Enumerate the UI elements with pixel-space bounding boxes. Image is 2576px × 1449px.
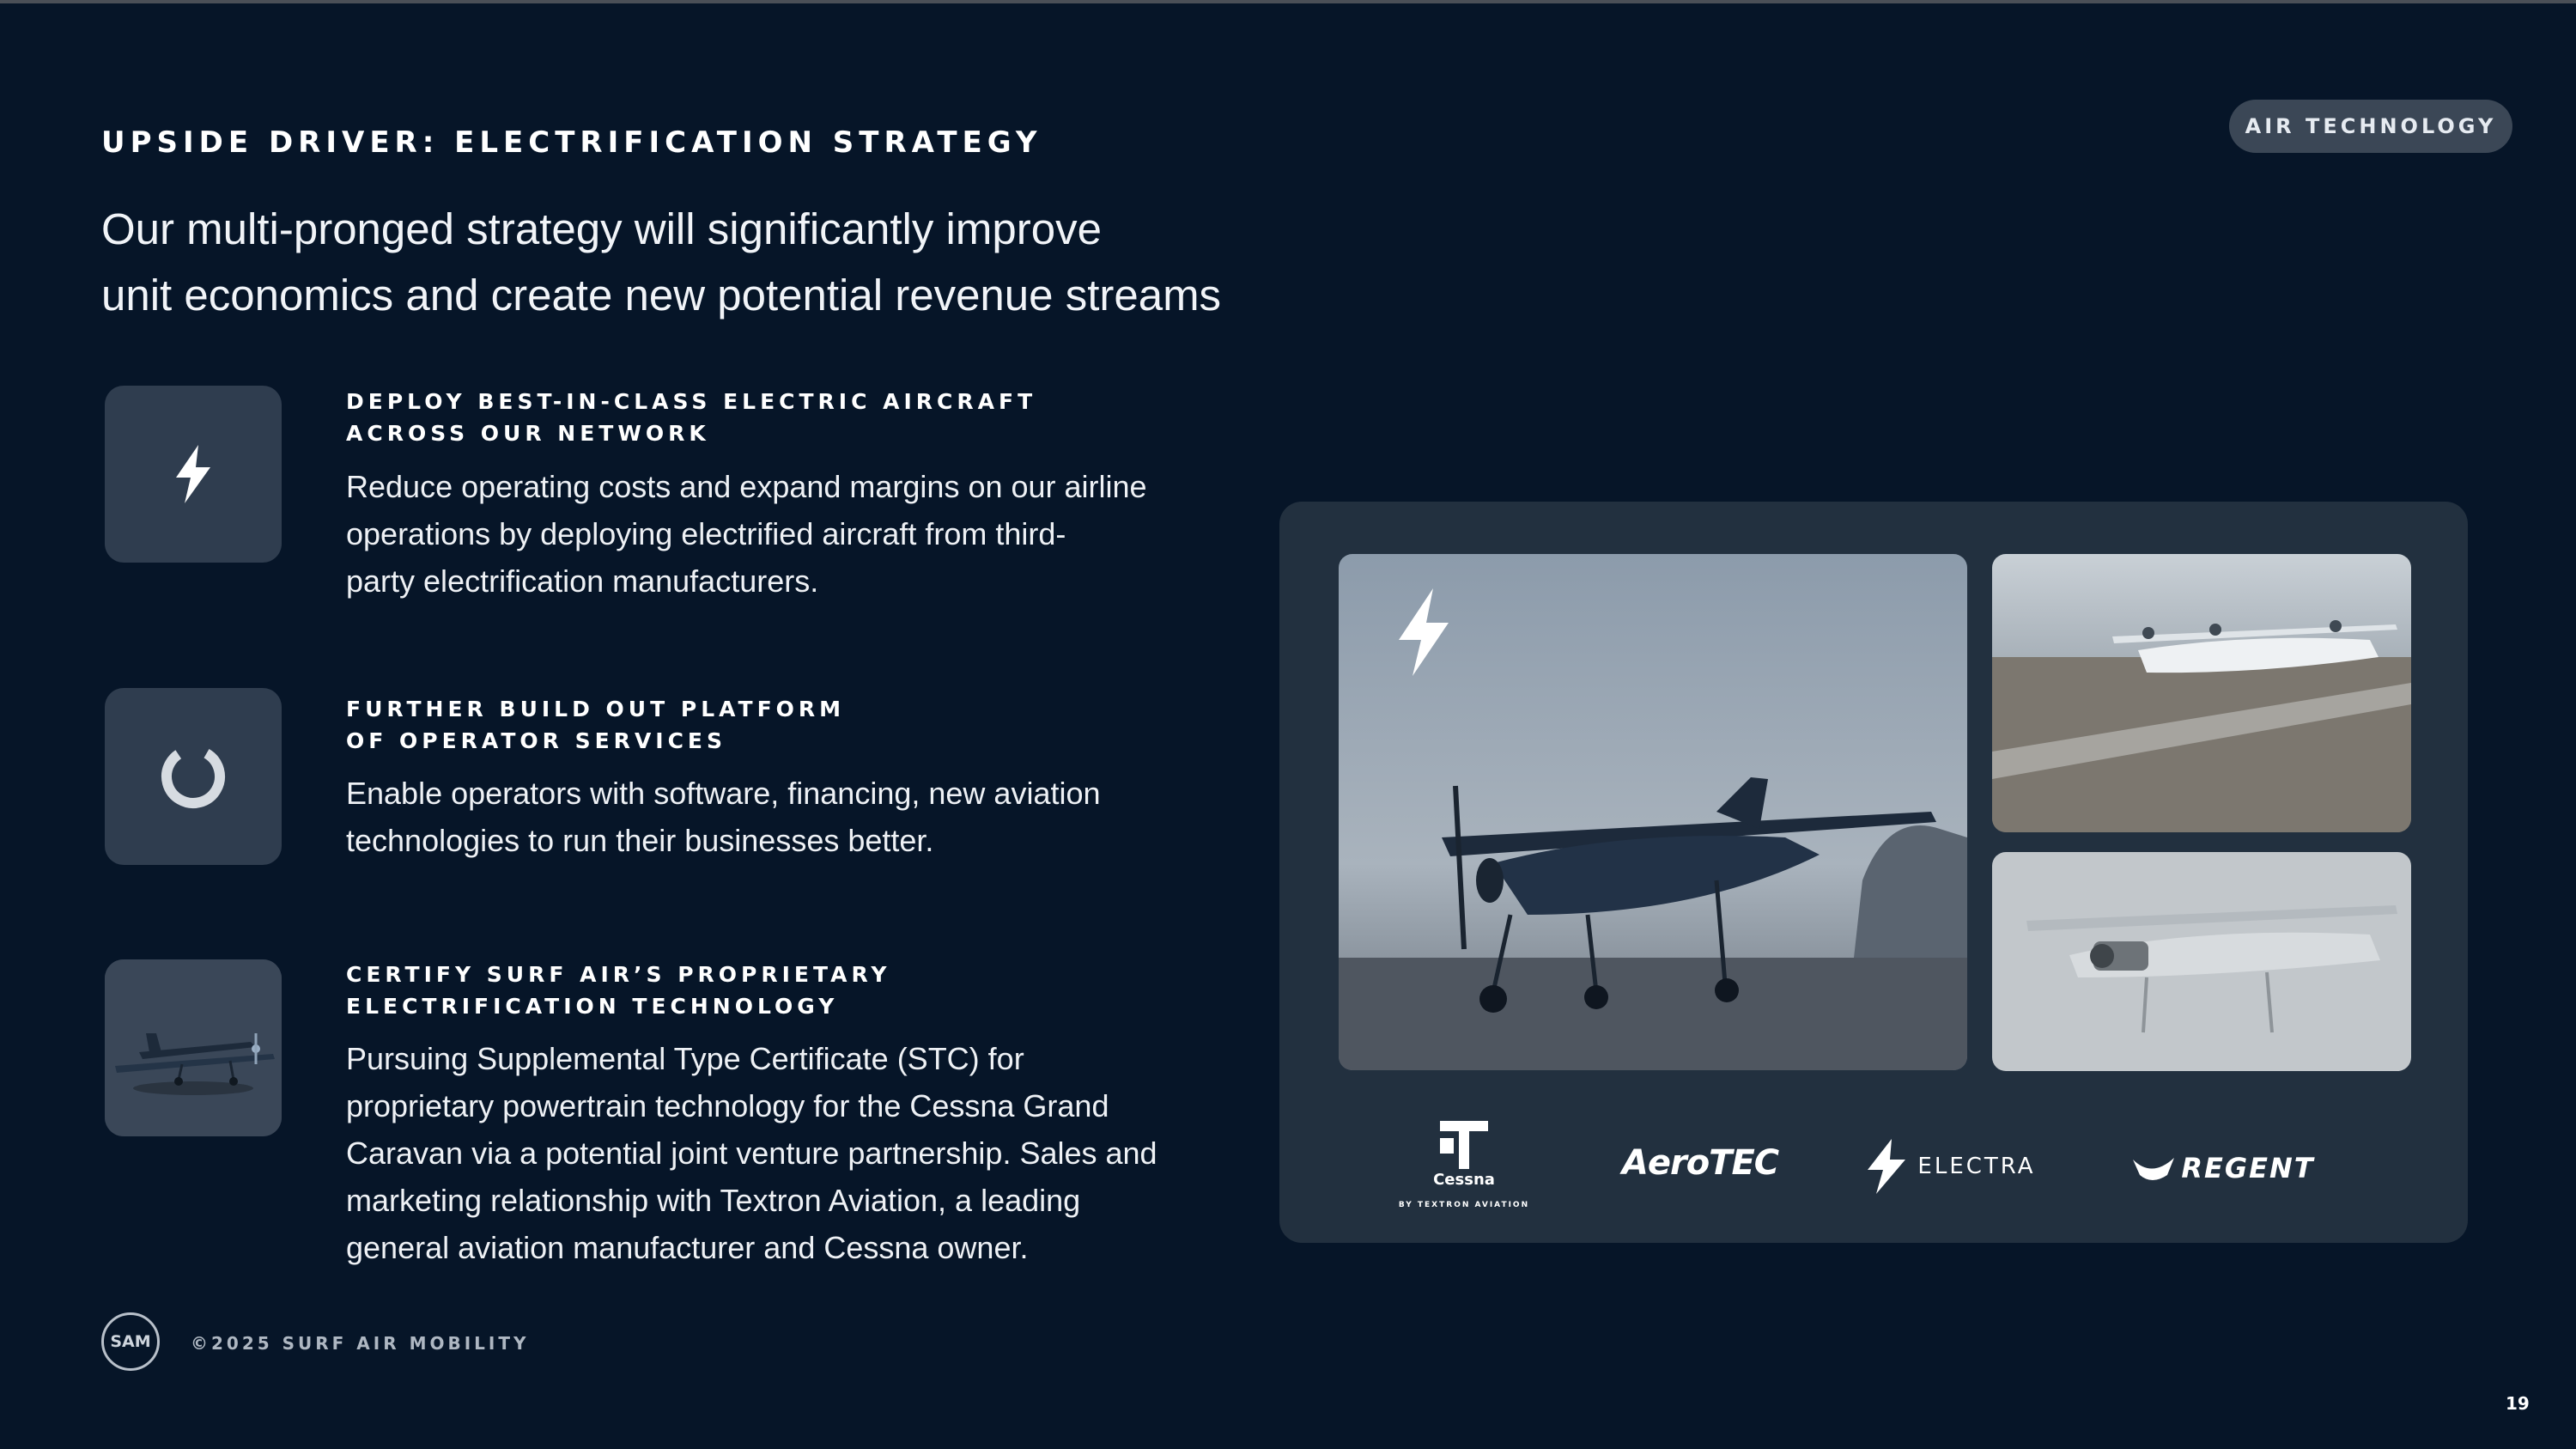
- aircraft-thumbnail: [105, 959, 282, 1136]
- headline-line: unit economics and create new potential revenue streams: [101, 271, 1222, 320]
- cessna-caravan-photo: [1339, 554, 1967, 1070]
- ring-icon: [105, 688, 282, 865]
- feature-description: Enable operators with software, financing, new aviation technologies to run their businesses better.: [346, 776, 1101, 858]
- page-number: 19: [2506, 1393, 2530, 1414]
- category-tag: AIR TECHNOLOGY: [2229, 100, 2512, 153]
- sam-logo-badge: SAM: [101, 1312, 160, 1371]
- lightning-bolt-icon: [105, 386, 282, 563]
- top-border: [0, 0, 2576, 3]
- feature-title: DEPLOY BEST-IN-CLASS ELECTRIC AIRCRAFT ACROSS OUR NETWORK: [346, 389, 1037, 446]
- powertrain-render-photo: [1992, 852, 2411, 1071]
- feature-description: Pursuing Supplemental Type Certificate (STC) for proprietary powertrain technology for the Cessna Grand Caravan via a potential joint venture partnership. Sales and marketing relationship with Textron Aviation, a leading general aviation manufacturer and Cessna owner.: [346, 1041, 1157, 1265]
- feature-title: CERTIFY SURF AIR’S PROPRIETARY ELECTRIFICATION TECHNOLOGY: [346, 962, 891, 1019]
- aerotec-logo: AeroTEC: [1621, 1143, 1779, 1183]
- electra-logo: ELECTRA: [1855, 1139, 2044, 1194]
- section-eyebrow: UPSIDE DRIVER: ELECTRIFICATION STRATEGY: [101, 125, 1042, 160]
- regent-logo: REGENT: [2117, 1144, 2331, 1192]
- cessna-logo: Cessna BY TEXTRON AVIATION: [1391, 1117, 1537, 1212]
- page-headline: [101, 196, 1286, 328]
- imagery-panel: [1279, 502, 2468, 1243]
- feature-title: FURTHER BUILD OUT PLATFORM OF OPERATOR SERVICES: [346, 697, 846, 753]
- feature-description: Reduce operating costs and expand margins on our airline operations by deploying electrified aircraft from third- party electrification manufacturers.: [346, 469, 1147, 599]
- headline-line: Our multi-pronged strategy will significantly improve: [101, 204, 1102, 253]
- electric-aircraft-city-photo: [1992, 554, 2411, 832]
- copyright-text: ©2025 SURF AIR MOBILITY: [191, 1333, 530, 1354]
